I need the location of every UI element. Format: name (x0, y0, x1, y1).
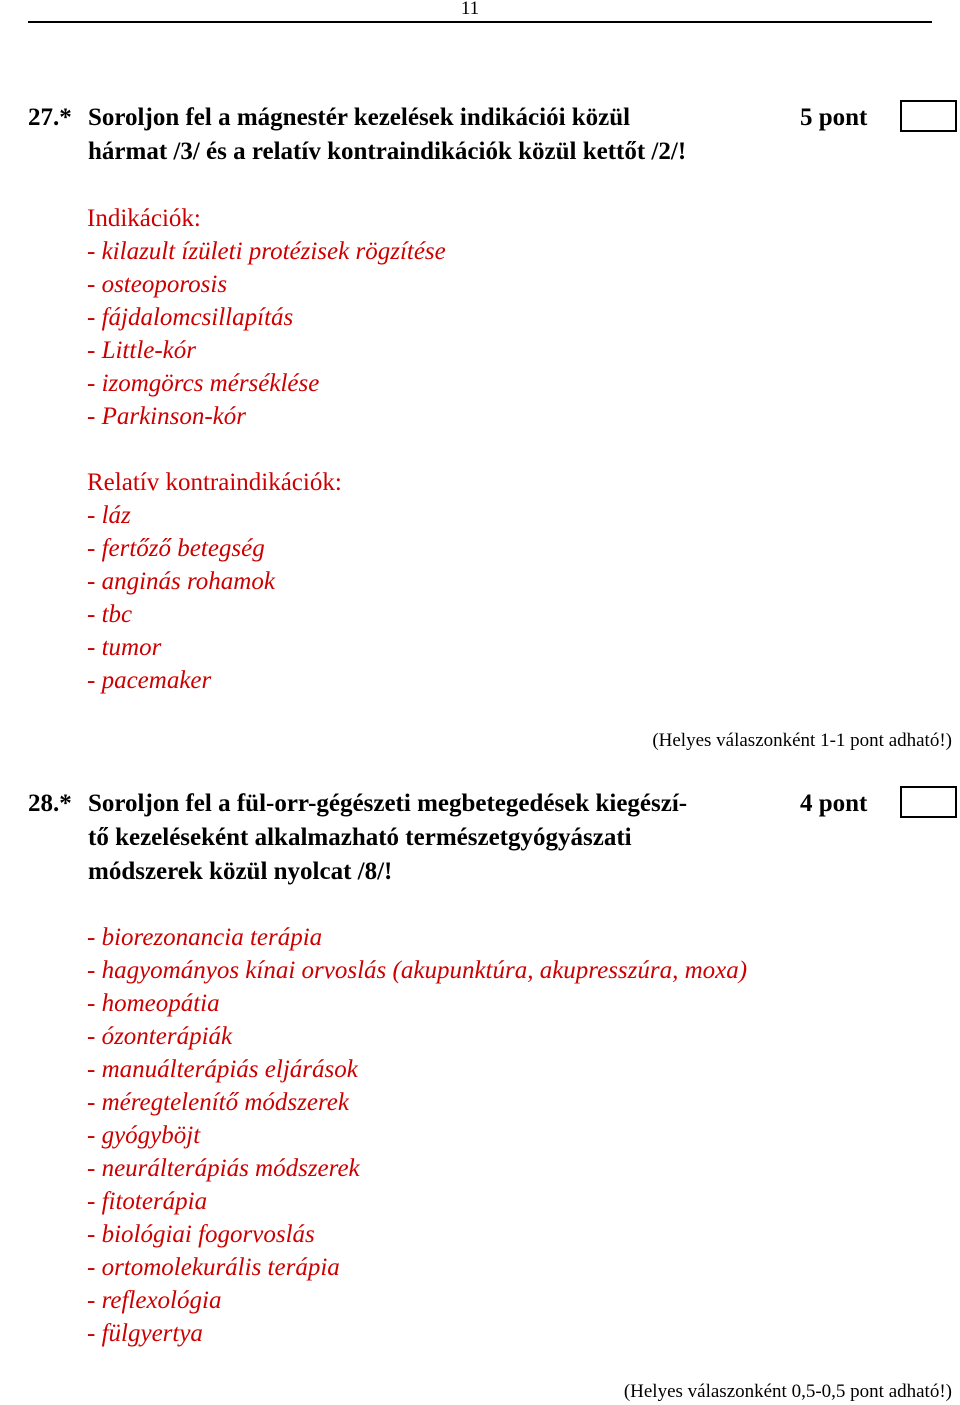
question-27-score-box[interactable] (900, 100, 957, 132)
question-28-scoring-note: (Helyes válaszonként 0,5-0,5 pont adható!) (623, 1381, 952, 1402)
contraindication-item: - tumor (87, 634, 162, 661)
answer-item: - biológiai fogorvoslás (87, 1221, 315, 1248)
answer-item: - ortomolekurális terápia (87, 1254, 340, 1281)
answer-item: - méregtelenítő módszerek (87, 1089, 349, 1116)
answer-item: - fülgyertya (87, 1320, 203, 1347)
question-28-answers (87, 921, 747, 1350)
question-28-score-box[interactable] (900, 786, 957, 818)
answer-item: - reflexológia (87, 1287, 222, 1314)
contraindication-item: - tbc (87, 601, 133, 628)
question-28-text: Soroljon fel a fül-orr-gégészeti megbetegedések kiegészí- tő kezeléseként alkalmazható természetgyógyászati módszerek közül nyolcat /8/! (88, 790, 688, 885)
indication-item: - izomgörcs mérséklése (87, 370, 320, 397)
indications-heading: Indikációk: (87, 205, 201, 232)
indication-item: - kilazult ízületi protézisek rögzítése (87, 238, 446, 265)
question-28 (28, 787, 888, 891)
header-rule (28, 21, 932, 23)
indication-item: - Little-kór (87, 337, 197, 364)
indication-item: - osteoporosis (87, 271, 228, 298)
question-27-answers (87, 202, 446, 697)
question-28-points: 4 pont (800, 790, 868, 817)
answer-item: - fitoterápia (87, 1188, 208, 1215)
question-27-number: 27.* (28, 104, 72, 131)
answer-item: - ózonterápiák (87, 1023, 233, 1050)
answer-item: - gyógyböjt (87, 1122, 201, 1149)
question-28-number: 28.* (28, 790, 72, 817)
indication-item: - Parkinson-kór (87, 403, 246, 430)
indication-item: - fájdalomcsillapítás (87, 304, 294, 331)
answer-item: - homeopátia (87, 990, 220, 1017)
contraindication-item: - pacemaker (87, 667, 212, 694)
question-27 (28, 101, 888, 171)
page-number: 11 (460, 0, 480, 19)
contraindication-item: - anginás rohamok (87, 568, 275, 595)
answer-item: - biorezonancia terápia (87, 924, 323, 951)
contraindication-item: - fertőző betegség (87, 535, 265, 562)
answer-item: - manuálterápiás eljárások (87, 1056, 358, 1083)
question-27-points: 5 pont (800, 104, 868, 131)
question-27-scoring-note: (Helyes válaszonként 1-1 pont adható!) (652, 730, 952, 751)
question-27-text: Soroljon fel a mágnestér kezelések indikációi közül hármat /3/ és a relatív kontraindikációk közül kettőt /2/! (88, 104, 687, 165)
contraindications-heading: Relatív kontraindikációk: (87, 469, 342, 496)
answer-item: - neurálterápiás módszerek (87, 1155, 360, 1182)
contraindication-item: - láz (87, 502, 131, 529)
answer-item: - hagyományos kínai orvoslás (akupunktúra, akupresszúra, moxa) (87, 957, 748, 984)
